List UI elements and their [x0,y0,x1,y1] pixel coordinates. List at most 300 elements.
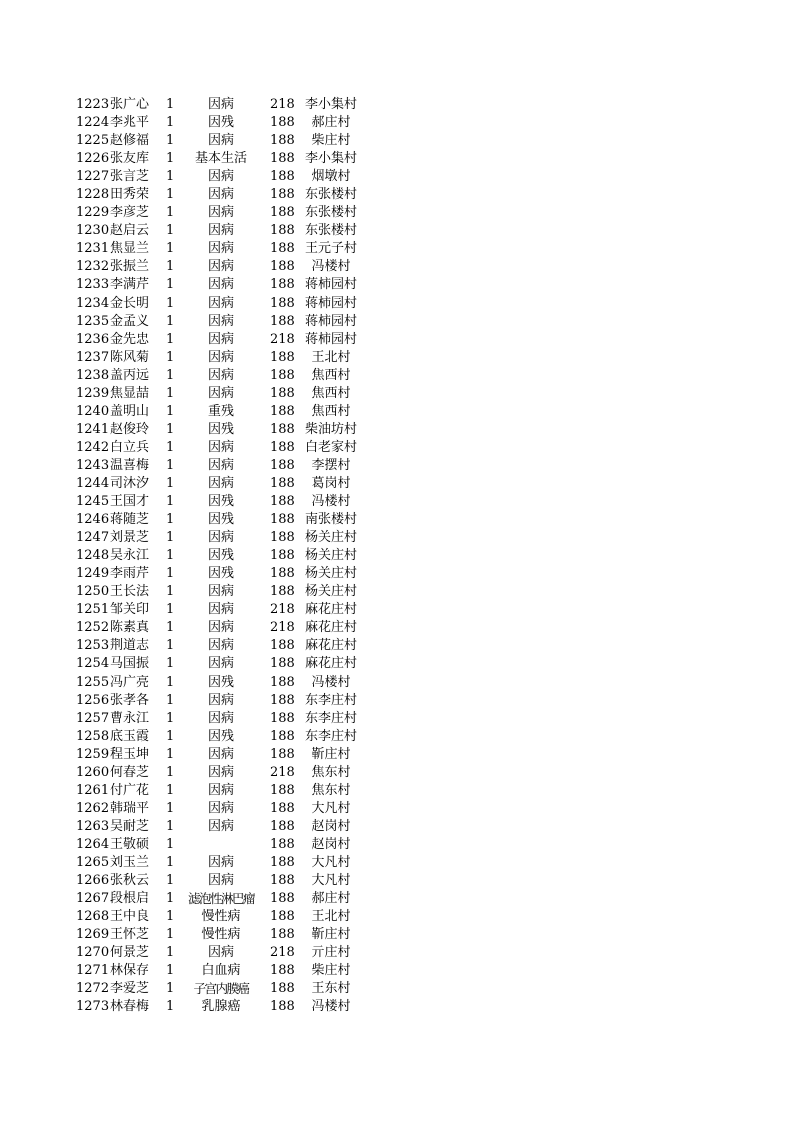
person-name: 林春梅 [110,999,150,1015]
village-name: 烟墩村 [311,169,351,185]
aid-amount: 188 [270,710,295,726]
aid-amount: 188 [270,873,295,889]
record-id: 1260 [76,764,110,780]
record-id: 1232 [76,259,110,275]
record-id: 1246 [76,512,110,528]
person-name: 付广花 [110,782,150,798]
household-count: 1 [166,403,175,419]
person-name: 张广心 [110,97,150,112]
record-id: 1236 [76,331,110,347]
household-count: 1 [166,151,175,167]
person-name: 张孝各 [110,692,150,708]
household-count: 1 [166,692,175,708]
aid-reason: 因病 [207,584,234,600]
household-count: 1 [166,927,175,943]
record-id: 1251 [76,602,110,618]
aid-reason: 因残 [207,548,234,564]
aid-reason: 因病 [207,818,234,834]
aid-amount: 188 [270,277,295,293]
record-id: 1226 [76,151,110,167]
household-count: 1 [166,97,175,112]
household-count: 1 [166,710,175,726]
person-name: 冯广亮 [110,674,150,690]
person-name: 赵修福 [110,133,150,149]
person-name: 底玉霞 [110,728,150,744]
person-name: 林保存 [110,963,150,979]
person-name: 马国振 [110,656,150,672]
record-id: 1249 [76,566,110,582]
record-id: 1231 [76,241,110,257]
aid-amount: 188 [270,981,295,997]
household-count: 1 [166,909,175,925]
village-name: 靳庄村 [311,927,351,943]
aid-reason: 子宫内膜癌 [193,981,249,997]
village-name: 麻花庄村 [304,602,357,618]
household-count: 1 [166,981,175,997]
village-name: 李小集村 [304,151,357,167]
aid-reason: 因病 [207,782,234,798]
person-name: 金先忠 [110,331,150,347]
household-count: 1 [166,421,175,437]
aid-amount: 188 [270,728,295,744]
person-name: 白立兵 [110,439,150,455]
aid-amount: 188 [270,169,295,185]
household-count: 1 [166,223,175,239]
village-name: 东李庄村 [304,728,357,744]
aid-reason: 因病 [207,457,234,473]
village-name: 王北村 [311,909,351,925]
aid-amount: 188 [270,223,295,239]
aid-amount: 188 [270,836,295,852]
household-count: 1 [166,313,175,329]
record-id: 1261 [76,782,110,798]
aid-amount: 188 [270,566,295,582]
aid-reason: 因病 [207,710,234,726]
household-count: 1 [166,457,175,473]
household-count: 1 [166,187,175,203]
person-name: 司沐汐 [110,475,150,491]
record-id: 1267 [76,891,110,907]
record-id: 1240 [76,403,110,419]
village-name: 焦西村 [311,367,351,383]
person-name: 张友库 [110,151,150,167]
village-name: 李摆村 [311,457,351,473]
aid-reason: 因病 [207,854,234,870]
record-id: 1258 [76,728,110,744]
household-count: 1 [166,818,175,834]
aid-reason: 因残 [207,728,234,744]
aid-reason: 因残 [207,566,234,582]
village-name: 亓庄村 [311,945,351,961]
person-name: 焦显兰 [110,241,150,257]
aid-reason: 基本生活 [194,151,247,167]
aid-reason: 因病 [207,746,234,762]
record-id: 1257 [76,710,110,726]
aid-reason: 因病 [207,97,234,112]
person-name: 吴耐芝 [110,818,150,834]
aid-amount: 188 [270,133,295,149]
aid-reason: 因病 [207,620,234,636]
aid-reason: 因病 [207,530,234,546]
record-id: 1269 [76,927,110,943]
aid-amount: 218 [270,620,295,636]
record-id: 1225 [76,133,110,149]
record-id: 1227 [76,169,110,185]
household-count: 1 [166,782,175,798]
person-name: 刘玉兰 [110,854,150,870]
person-name: 何景芝 [110,945,150,961]
aid-amount: 188 [270,475,295,491]
household-count: 1 [166,764,175,780]
aid-amount: 188 [270,259,295,275]
person-name: 盖丙远 [110,367,150,383]
aid-amount: 188 [270,385,295,401]
aid-amount: 188 [270,494,295,510]
aid-reason: 因病 [207,873,234,889]
aid-amount: 218 [270,97,295,112]
record-id: 1228 [76,187,110,203]
aid-reason: 因病 [207,169,234,185]
record-id: 1238 [76,367,110,383]
aid-reason: 慢性病 [201,927,241,943]
village-name: 蒋柿园村 [304,277,357,293]
person-name: 蒋随芝 [110,512,150,528]
person-name: 李满芹 [110,277,150,293]
village-name: 王东村 [311,981,351,997]
aid-reason: 因病 [207,295,234,311]
household-count: 1 [166,133,175,149]
record-id: 1263 [76,818,110,834]
person-name: 张秋云 [110,873,150,889]
record-id: 1242 [76,439,110,455]
village-name: 东张楼村 [304,187,357,203]
aid-amount: 188 [270,999,295,1015]
aid-reason: 因残 [207,421,234,437]
aid-amount: 188 [270,548,295,564]
aid-amount: 188 [270,421,295,437]
aid-reason: 因病 [207,800,234,816]
aid-amount: 188 [270,403,295,419]
person-name: 王中良 [110,909,150,925]
aid-amount: 188 [270,439,295,455]
person-name: 赵启云 [110,223,150,239]
household-count: 1 [166,746,175,762]
aid-reason: 因病 [207,475,234,491]
record-id: 1256 [76,692,110,708]
person-name: 邹关印 [110,602,150,618]
aid-reason: 乳腺癌 [201,999,241,1015]
aid-reason: 慢性病 [201,909,241,925]
household-count: 1 [166,566,175,582]
aid-amount: 188 [270,367,295,383]
aid-amount: 188 [270,313,295,329]
village-name: 冯楼村 [311,674,351,690]
household-count: 1 [166,674,175,690]
village-name: 焦西村 [311,403,351,419]
aid-reason: 白血病 [201,963,241,979]
record-id: 1224 [76,115,110,131]
record-id: 1241 [76,421,110,437]
person-name: 何春芝 [110,764,150,780]
aid-reason: 因病 [207,385,234,401]
person-name: 曹永江 [110,710,150,726]
record-id: 1259 [76,746,110,762]
aid-amount: 188 [270,457,295,473]
aid-reason: 因残 [207,512,234,528]
aid-amount: 188 [270,656,295,672]
record-id: 1235 [76,313,110,329]
aid-amount: 188 [270,241,295,257]
person-name: 陈素真 [110,620,150,636]
village-name: 焦东村 [311,764,351,780]
aid-reason: 因病 [207,133,234,149]
person-name: 陈风菊 [110,349,150,365]
village-name: 李小集村 [304,97,357,112]
record-id: 1243 [76,457,110,473]
aid-reason: 因病 [207,277,234,293]
household-count: 1 [166,349,175,365]
record-id: 1254 [76,656,110,672]
aid-amount: 188 [270,818,295,834]
village-name: 东张楼村 [304,205,357,221]
record-id: 1233 [76,277,110,293]
aid-amount: 188 [270,512,295,528]
household-count: 1 [166,620,175,636]
village-name: 蒋柿园村 [304,295,357,311]
record-id: 1248 [76,548,110,564]
aid-reason: 因病 [207,205,234,221]
aid-amount: 188 [270,349,295,365]
aid-amount: 218 [270,331,295,347]
village-name: 麻花庄村 [304,620,357,636]
household-count: 1 [166,331,175,347]
person-name: 李兆平 [110,115,150,131]
household-count: 1 [166,945,175,961]
record-id: 1250 [76,584,110,600]
record-id: 1237 [76,349,110,365]
household-count: 1 [166,873,175,889]
record-id: 1244 [76,475,110,491]
household-count: 1 [166,205,175,221]
aid-reason: 因病 [207,187,234,203]
record-id: 1265 [76,854,110,870]
aid-amount: 188 [270,584,295,600]
village-name: 蒋柿园村 [304,331,357,347]
aid-reason: 因病 [207,259,234,275]
village-name: 南张楼村 [304,512,357,528]
record-id: 1268 [76,909,110,925]
person-name: 程玉坤 [110,746,150,762]
person-name: 李雨芹 [110,566,150,582]
record-id: 1230 [76,223,110,239]
aid-amount: 188 [270,187,295,203]
household-count: 1 [166,638,175,654]
person-name: 张言芝 [110,169,150,185]
aid-reason: 因病 [207,367,234,383]
village-name: 杨关庄村 [304,566,357,582]
record-id: 1223 [76,97,110,112]
household-count: 1 [166,439,175,455]
village-name: 大凡村 [311,873,351,889]
person-name: 金长明 [110,295,150,311]
aid-amount: 218 [270,945,295,961]
household-count: 1 [166,494,175,510]
village-name: 东张楼村 [304,223,357,239]
person-name: 吴永江 [110,548,150,564]
aid-reason: 因残 [207,115,234,131]
aid-amount: 188 [270,891,295,907]
aid-amount: 188 [270,800,295,816]
village-name: 大凡村 [311,800,351,816]
record-id: 1253 [76,638,110,654]
aid-reason: 因病 [207,656,234,672]
village-name: 东李庄村 [304,710,357,726]
person-name: 金孟义 [110,313,150,329]
household-count: 1 [166,656,175,672]
aid-amount: 188 [270,295,295,311]
village-name: 大凡村 [311,854,351,870]
village-name: 郝庄村 [311,115,351,131]
village-name: 赵岗村 [311,836,351,852]
person-name: 韩瑞平 [110,800,150,816]
person-name: 盖明山 [110,403,150,419]
household-count: 1 [166,602,175,618]
record-id: 1270 [76,945,110,961]
village-name: 赵岗村 [311,818,351,834]
village-name: 焦东村 [311,782,351,798]
aid-amount: 188 [270,638,295,654]
household-count: 1 [166,241,175,257]
village-name: 葛岗村 [311,475,351,491]
record-id: 1271 [76,963,110,979]
person-name: 王怀芝 [110,927,150,943]
village-name: 王元子村 [304,241,357,257]
person-name: 李爱芝 [110,981,150,997]
aid-reason: 因病 [207,692,234,708]
aid-amount: 188 [270,854,295,870]
record-id: 1255 [76,674,110,690]
village-name: 冯楼村 [311,494,351,510]
aid-reason: 因病 [207,241,234,257]
village-name: 麻花庄村 [304,656,357,672]
village-name: 蒋柿园村 [304,313,357,329]
aid-reason: 因病 [207,349,234,365]
person-name: 刘景芝 [110,530,150,546]
aid-amount: 188 [270,746,295,762]
household-count: 1 [166,259,175,275]
person-name: 王长法 [110,584,150,600]
aid-reason: 滤泡性淋巴瘤 [187,891,254,907]
person-name: 荆道志 [110,638,150,654]
aid-amount: 188 [270,115,295,131]
village-name: 冯楼村 [311,999,351,1015]
record-id: 1247 [76,530,110,546]
household-count: 1 [166,169,175,185]
household-count: 1 [166,584,175,600]
person-name: 焦显喆 [110,385,150,401]
aid-amount: 188 [270,530,295,546]
record-id: 1264 [76,836,110,852]
aid-reason: 因病 [207,223,234,239]
record-id: 1239 [76,385,110,401]
aid-reason: 因病 [207,313,234,329]
aid-reason: 因病 [207,331,234,347]
person-name: 赵俊玲 [110,421,150,437]
village-name: 杨关庄村 [304,584,357,600]
aid-amount: 188 [270,963,295,979]
household-count: 1 [166,999,175,1015]
aid-reason: 因病 [207,439,234,455]
household-count: 1 [166,800,175,816]
aid-reason: 因病 [207,764,234,780]
person-name: 段根启 [110,891,150,907]
record-id: 1273 [76,999,110,1015]
aid-amount: 188 [270,205,295,221]
aid-amount: 188 [270,151,295,167]
aid-amount: 188 [270,674,295,690]
village-name: 柴油坊村 [304,421,357,437]
household-count: 1 [166,367,175,383]
record-id: 1252 [76,620,110,636]
household-count: 1 [166,548,175,564]
record-id: 1262 [76,800,110,816]
aid-amount: 188 [270,909,295,925]
village-name: 杨关庄村 [304,530,357,546]
village-name: 白老家村 [304,439,357,455]
person-name: 张振兰 [110,259,150,275]
record-id: 1245 [76,494,110,510]
aid-amount: 218 [270,602,295,618]
aid-amount: 218 [270,764,295,780]
person-name: 王敬硕 [110,836,150,852]
person-name: 田秀荣 [110,187,150,203]
aid-amount: 188 [270,927,295,943]
person-name: 王国才 [110,494,150,510]
village-name: 郝庄村 [311,891,351,907]
household-count: 1 [166,836,175,852]
household-count: 1 [166,475,175,491]
village-name: 麻花庄村 [304,638,357,654]
record-id: 1272 [76,981,110,997]
aid-amount: 188 [270,692,295,708]
person-name: 温喜梅 [110,457,150,473]
household-count: 1 [166,115,175,131]
aid-reason: 重残 [207,403,234,419]
household-count: 1 [166,530,175,546]
household-count: 1 [166,512,175,528]
household-count: 1 [166,963,175,979]
aid-amount: 188 [270,782,295,798]
household-count: 1 [166,854,175,870]
aid-reason: 因病 [207,638,234,654]
household-count: 1 [166,728,175,744]
record-id: 1266 [76,873,110,889]
village-name: 柴庄村 [311,133,351,149]
household-count: 1 [166,385,175,401]
aid-reason: 因残 [207,674,234,690]
village-name: 焦西村 [311,385,351,401]
record-id: 1229 [76,205,110,221]
household-count: 1 [166,277,175,293]
village-name: 冯楼村 [311,259,351,275]
record-id: 1234 [76,295,110,311]
village-name: 柴庄村 [311,963,351,979]
village-name: 王北村 [311,349,351,365]
village-name: 杨关庄村 [304,548,357,564]
village-name: 靳庄村 [311,746,351,762]
village-name: 东李庄村 [304,692,357,708]
person-name: 李彦芝 [110,205,150,221]
